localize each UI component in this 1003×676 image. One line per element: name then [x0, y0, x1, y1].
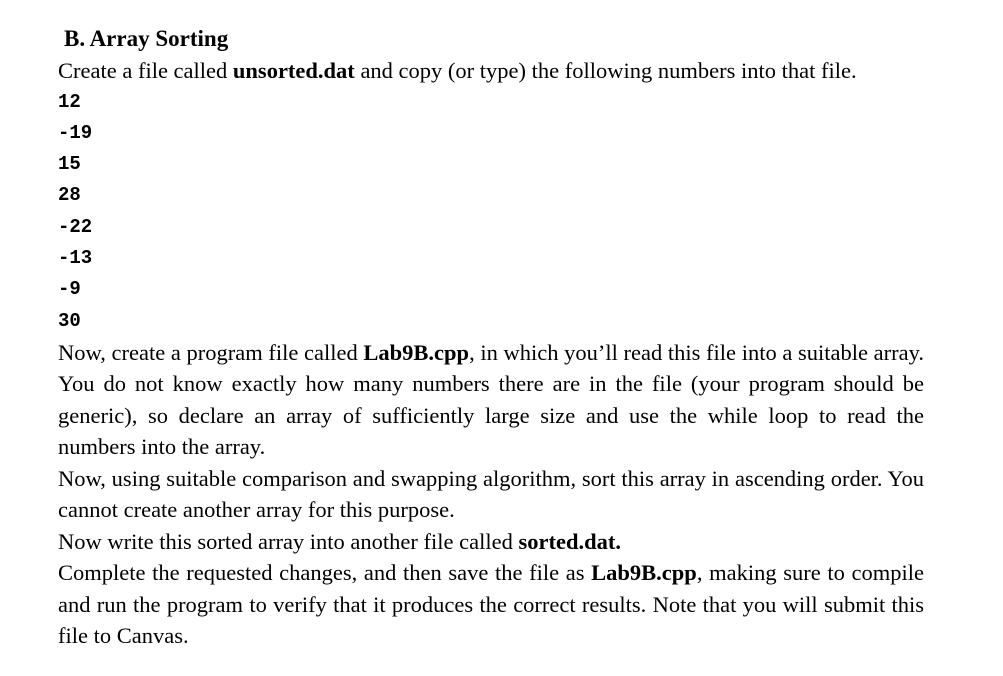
intro-text-post: and copy (or type) the following numbers into that file. — [354, 58, 857, 83]
document-body — [58, 22, 924, 652]
output-text-pre: Now write this sorted array into another file called — [58, 528, 519, 554]
program-text-post: , in which you’ll read this file into a suitable array. You do not know exactly how many numbers there are in the file (your program should be generic), so declare an array of sufficiently large size and use the while loop to read the numbers into the array. — [58, 339, 924, 460]
number-item: -13 — [58, 246, 93, 269]
number-item: -22 — [58, 215, 93, 238]
submit-text-post: , making sure to compile and run the program to verify that it produces the correct results. Note that you will submit this file to Canvas. — [58, 560, 924, 649]
program-filename: Lab9B.cpp — [363, 339, 470, 365]
intro-text-pre: Create a file called — [58, 58, 233, 83]
section-title: B. Array Sorting — [64, 26, 229, 51]
output-paragraph — [58, 526, 924, 558]
number-item: -9 — [58, 278, 81, 301]
number-item: 15 — [58, 153, 81, 176]
program-text-pre: Now, create a program file called — [58, 339, 364, 365]
submit-paragraph — [58, 557, 924, 652]
number-item: 12 — [58, 90, 81, 113]
intro-paragraph — [58, 55, 924, 87]
submit-filename: Lab9B.cpp — [591, 560, 697, 586]
number-item: 30 — [58, 309, 81, 332]
intro-filename: unsorted.dat — [232, 58, 355, 83]
number-list — [58, 87, 924, 337]
output-filename: sorted.dat. — [518, 528, 621, 554]
program-paragraph — [58, 337, 924, 463]
number-item: 28 — [58, 184, 81, 207]
submit-text-pre: Complete the requested changes, and then save the file as — [58, 560, 592, 586]
number-item: -19 — [58, 121, 93, 144]
sorting-paragraph: Now, using suitable comparison and swapping algorithm, sort this array in ascending order. You cannot create another array for this purpose. — [58, 465, 924, 523]
